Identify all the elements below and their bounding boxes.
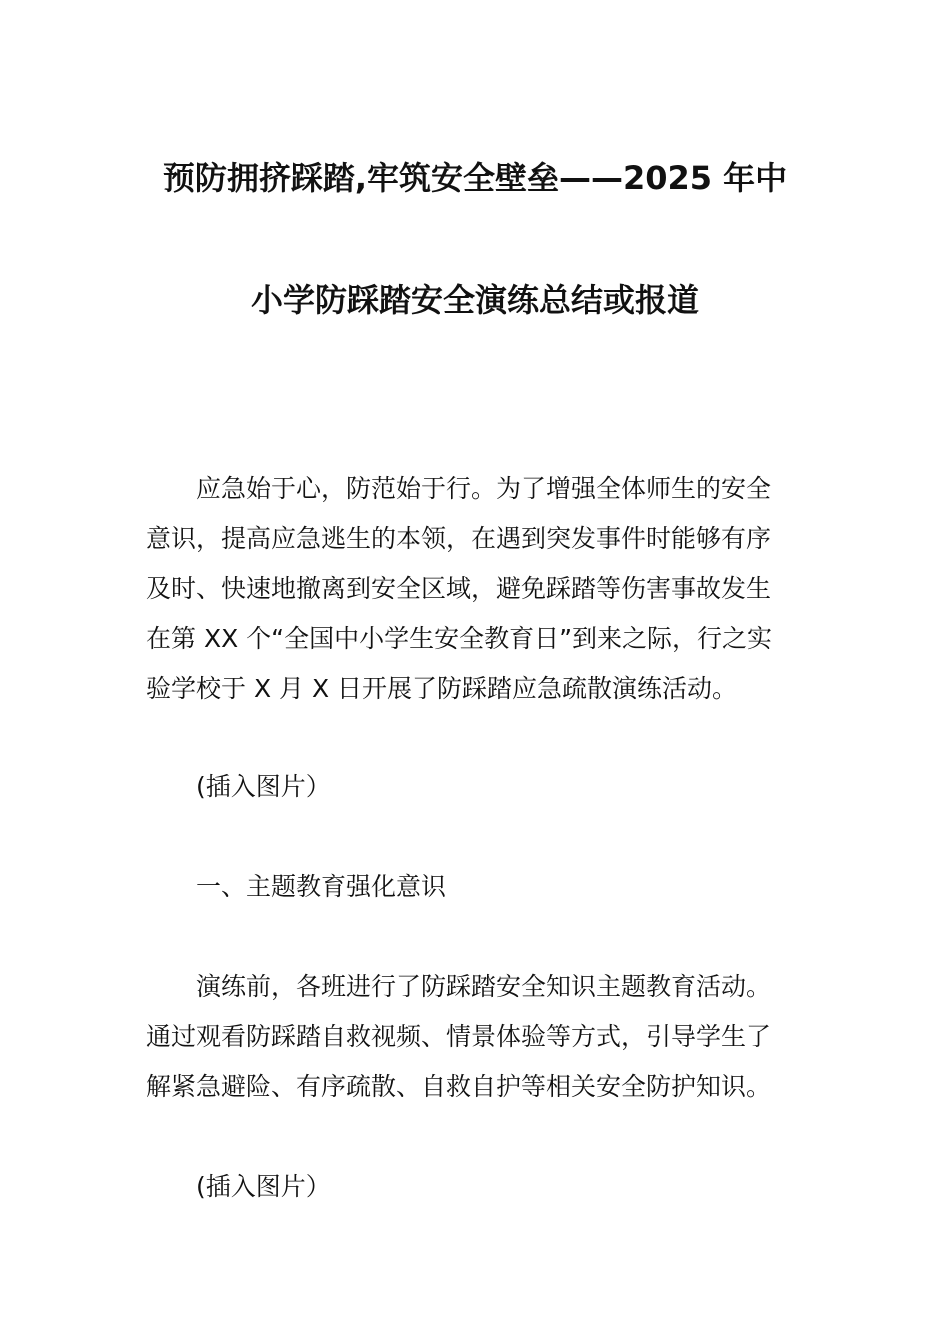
section-1-paragraph <box>146 962 814 1112</box>
image-placeholder-2 <box>146 1162 814 1212</box>
section-1-line: 解紧急避险、有序疏散、自救自护等相关安全防护知识。 <box>146 1072 772 1101</box>
section-1-line: 演练前，各班进行了防踩踏安全知识主题教育活动。 <box>196 972 772 1001</box>
intro-paragraph <box>146 464 814 714</box>
section-1-heading <box>146 862 814 912</box>
document-title-line-1: 预防拥挤踩踏,牢筑安全壁垒——2025 年中 <box>162 159 788 197</box>
intro-line: 及时、快速地撤离到安全区域，避免踩踏等伤害事故发生 <box>146 574 772 603</box>
intro-line: 应急始于心，防范始于行。为了增强全体师生的安全 <box>196 474 772 503</box>
intro-line: 在第 XX 个“全国中小学生安全教育日”到来之际，行之实 <box>146 624 773 653</box>
image-placeholder-text: (插入图片） <box>196 772 331 801</box>
image-placeholder-text: (插入图片） <box>196 1172 331 1201</box>
image-placeholder-1 <box>146 762 814 812</box>
intro-line: 意识，提高应急逃生的本领，在遇到突发事件时能够有序 <box>146 524 772 553</box>
intro-line: 验学校于 X 月 X 日开展了防踩踏应急疏散演练活动。 <box>146 674 738 703</box>
section-1-line: 通过观看防踩踏自救视频、情景体验等方式，引导学生了 <box>146 1022 772 1051</box>
section-heading-text: 一、主题教育强化意识 <box>196 872 447 901</box>
document-title-line-2: 小学防踩踏安全演练总结或报道 <box>250 281 699 319</box>
